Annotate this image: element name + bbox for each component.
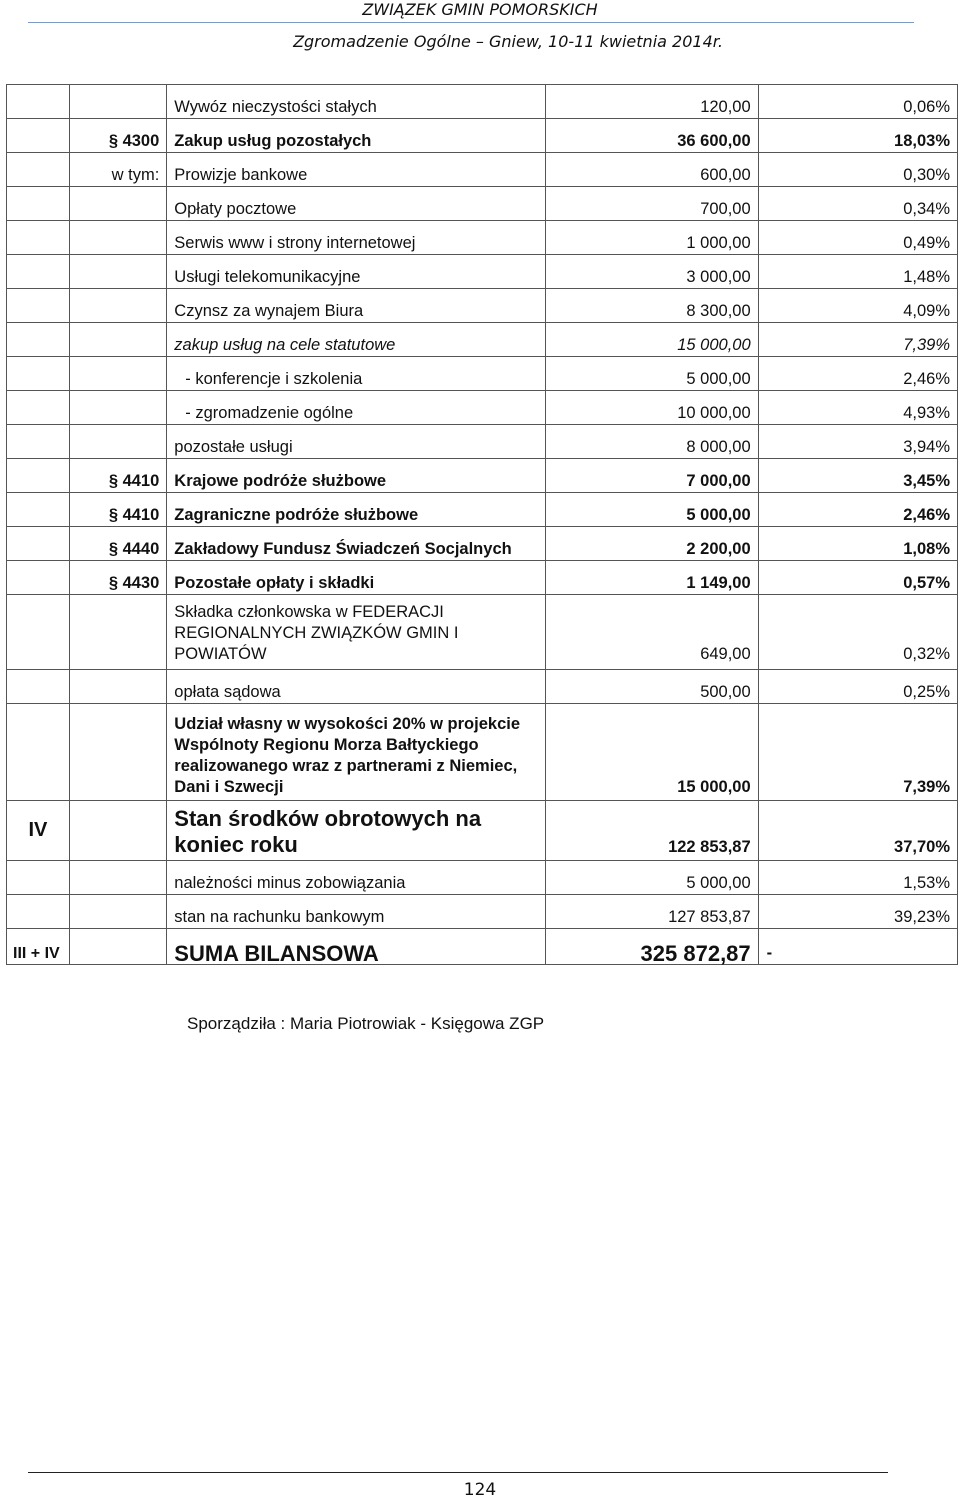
table-row [7, 289, 958, 323]
description-cell: Prowizje bankowe [167, 153, 546, 187]
table-row [7, 459, 958, 493]
table-row [7, 85, 958, 119]
amount-cell: 8 300,00 [546, 289, 758, 323]
header-rule [28, 22, 914, 23]
paragraph-cell [69, 391, 166, 425]
description-cell: pozostałe usługi [167, 425, 546, 459]
paragraph-cell [69, 861, 166, 895]
paragraph-cell [69, 895, 166, 929]
description-cell: Czynsz za wynajem Biura [167, 289, 546, 323]
percent-cell: 7,39% [758, 323, 957, 357]
description-cell: Udział własny w wysokości 20% w projekcie Wspólnoty Regionu Morza Bałtyckiego realizowanego wraz z partnerami z Niemiec, Dani i Szwecji [167, 704, 546, 801]
section-cell [7, 289, 70, 323]
table-row [7, 221, 958, 255]
table-row [7, 895, 958, 929]
table-row [7, 323, 958, 357]
paragraph-cell [69, 425, 166, 459]
prepared-by-note: Sporządziła : Maria Piotrowiak - Księgowa ZGP [187, 1014, 545, 1033]
description-cell: należności minus zobowiązania [167, 861, 546, 895]
amount-cell: 649,00 [546, 595, 758, 670]
paragraph-cell [69, 595, 166, 670]
description-cell: - konferencje i szkolenia [167, 357, 546, 391]
amount-cell: 122 853,87 [546, 801, 758, 861]
paragraph-cell: § 4430 [69, 561, 166, 595]
percent-cell: - [758, 929, 957, 965]
amount-cell: 10 000,00 [546, 391, 758, 425]
amount-cell: 1 000,00 [546, 221, 758, 255]
table-row [7, 527, 958, 561]
paragraph-cell [69, 704, 166, 801]
percent-cell: 2,46% [758, 357, 957, 391]
amount-cell: 7 000,00 [546, 459, 758, 493]
footer-rule [28, 1472, 888, 1473]
header-title: ZWIĄZEK GMIN POMORSKICH [362, 0, 598, 19]
percent-cell: 37,70% [758, 801, 957, 861]
section-cell [7, 187, 70, 221]
table-row [7, 704, 958, 801]
paragraph-cell: § 4410 [69, 493, 166, 527]
amount-cell: 500,00 [546, 670, 758, 704]
amount-cell: 15 000,00 [546, 704, 758, 801]
section-cell [7, 670, 70, 704]
amount-cell: 600,00 [546, 153, 758, 187]
percent-cell: 0,49% [758, 221, 957, 255]
table-row [7, 801, 958, 861]
amount-cell: 2 200,00 [546, 527, 758, 561]
description-cell: Stan środków obrotowych na koniec roku [167, 801, 546, 861]
description-cell: - zgromadzenie ogólne [167, 391, 546, 425]
paragraph-cell [69, 670, 166, 704]
description-cell: Wywóz nieczystości stałych [167, 85, 546, 119]
paragraph-cell [69, 85, 166, 119]
percent-cell: 0,34% [758, 187, 957, 221]
description-cell: Pozostałe opłaty i składki [167, 561, 546, 595]
description-cell: Zakładowy Fundusz Świadczeń Socjalnych [167, 527, 546, 561]
section-cell [7, 425, 70, 459]
section-cell [7, 323, 70, 357]
amount-cell: 5 000,00 [546, 493, 758, 527]
paragraph-cell: w tym: [69, 153, 166, 187]
amount-cell: 1 149,00 [546, 561, 758, 595]
table-row [7, 595, 958, 670]
percent-cell: 0,25% [758, 670, 957, 704]
table-row [7, 425, 958, 459]
table-row [7, 670, 958, 704]
percent-cell: 0,57% [758, 561, 957, 595]
amount-cell: 8 000,00 [546, 425, 758, 459]
description-cell: Serwis www i strony internetowej [167, 221, 546, 255]
paragraph-cell [69, 221, 166, 255]
percent-cell: 1,08% [758, 527, 957, 561]
description-cell: Opłaty pocztowe [167, 187, 546, 221]
description-cell: Składka członkowska w FEDERACJI REGIONALNYCH ZWIĄZKÓW GMIN I POWIATÓW [167, 595, 546, 670]
amount-cell: 36 600,00 [546, 119, 758, 153]
table-row [7, 119, 958, 153]
percent-cell: 4,09% [758, 289, 957, 323]
percent-cell: 7,39% [758, 704, 957, 801]
table-row [7, 255, 958, 289]
amount-cell: 127 853,87 [546, 895, 758, 929]
financial-table [6, 84, 958, 965]
description-cell: Zagraniczne podróże służbowe [167, 493, 546, 527]
table-row [7, 561, 958, 595]
section-cell [7, 357, 70, 391]
paragraph-cell [69, 289, 166, 323]
description-cell: zakup usług na cele statutowe [167, 323, 546, 357]
percent-cell: 1,48% [758, 255, 957, 289]
section-cell [7, 527, 70, 561]
amount-cell: 325 872,87 [546, 929, 758, 965]
section-cell [7, 221, 70, 255]
percent-cell: 18,03% [758, 119, 957, 153]
description-cell: Krajowe podróże służbowe [167, 459, 546, 493]
section-cell [7, 85, 70, 119]
section-cell [7, 561, 70, 595]
paragraph-cell [69, 255, 166, 289]
paragraph-cell: § 4440 [69, 527, 166, 561]
section-cell [7, 493, 70, 527]
section-cell [7, 459, 70, 493]
amount-cell: 3 000,00 [546, 255, 758, 289]
percent-cell: 2,46% [758, 493, 957, 527]
table-row [7, 493, 958, 527]
amount-cell: 15 000,00 [546, 323, 758, 357]
description-cell: SUMA BILANSOWA [167, 929, 546, 965]
paragraph-cell [69, 801, 166, 861]
header-subtitle: Zgromadzenie Ogólne – Gniew, 10-11 kwietnia 2014r. [293, 32, 723, 51]
table-row [7, 861, 958, 895]
section-cell [7, 861, 70, 895]
paragraph-cell [69, 323, 166, 357]
amount-cell: 5 000,00 [546, 861, 758, 895]
description-cell: Usługi telekomunikacyjne [167, 255, 546, 289]
section-cell [7, 595, 70, 670]
section-cell [7, 255, 70, 289]
section-cell: III + IV [7, 929, 70, 965]
table-row [7, 391, 958, 425]
section-cell [7, 391, 70, 425]
percent-cell: 3,94% [758, 425, 957, 459]
section-cell [7, 704, 70, 801]
paragraph-cell [69, 929, 166, 965]
table-row [7, 187, 958, 221]
percent-cell: 4,93% [758, 391, 957, 425]
amount-cell: 5 000,00 [546, 357, 758, 391]
amount-cell: 700,00 [546, 187, 758, 221]
section-cell [7, 895, 70, 929]
section-cell: IV [7, 801, 70, 861]
paragraph-cell [69, 187, 166, 221]
paragraph-cell: § 4300 [69, 119, 166, 153]
percent-cell: 39,23% [758, 895, 957, 929]
description-cell: Zakup usług pozostałych [167, 119, 546, 153]
description-cell: stan na rachunku bankowym [167, 895, 546, 929]
table-row [7, 153, 958, 187]
paragraph-cell: § 4410 [69, 459, 166, 493]
section-cell [7, 119, 70, 153]
section-cell [7, 153, 70, 187]
percent-cell: 0,32% [758, 595, 957, 670]
table-row [7, 357, 958, 391]
percent-cell: 0,06% [758, 85, 957, 119]
percent-cell: 3,45% [758, 459, 957, 493]
description-cell: opłata sądowa [167, 670, 546, 704]
percent-cell: 1,53% [758, 861, 957, 895]
table-row [7, 929, 958, 965]
amount-cell: 120,00 [546, 85, 758, 119]
paragraph-cell [69, 357, 166, 391]
percent-cell: 0,30% [758, 153, 957, 187]
page-number: 124 [463, 1480, 497, 1500]
